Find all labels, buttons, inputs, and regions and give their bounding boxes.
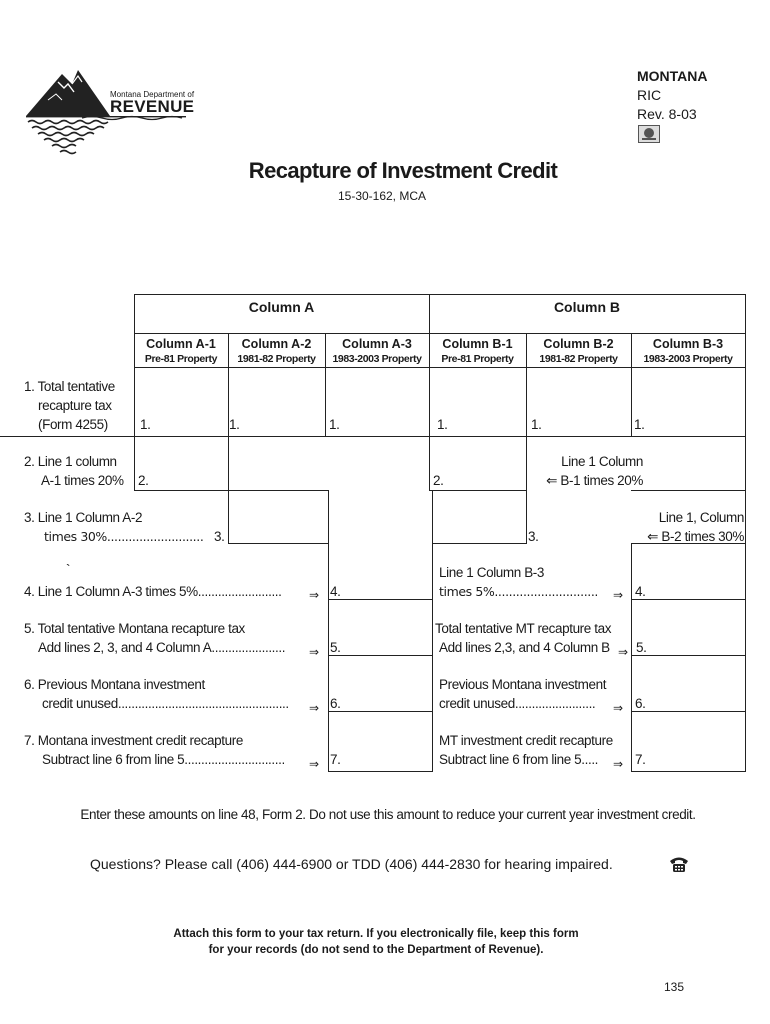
- line1-label: 1. Total tentative recapture tax (Form 4255): [24, 379, 115, 432]
- page-title: Recapture of Investment Credit: [248, 158, 558, 183]
- line5-b-field[interactable]: 5.: [636, 640, 647, 655]
- logo-name: REVENUE: [110, 97, 195, 116]
- line4-b-field[interactable]: 4.: [635, 584, 646, 599]
- line1-a3-field[interactable]: 1.: [329, 417, 340, 432]
- attach-instructions: Attach this form to your tax return. If you electronically file, keep this form for your records (do not send to the Department of Revenue).: [173, 928, 579, 956]
- line4-a-field[interactable]: 4.: [330, 584, 341, 599]
- line3-a-field[interactable]: 3.: [214, 529, 225, 544]
- line7-a-field[interactable]: 7.: [330, 752, 341, 767]
- line1-b3-field[interactable]: 1.: [634, 417, 645, 432]
- state-label: MONTANA: [637, 68, 708, 84]
- logo-dept-line: Montana Department of: [110, 90, 195, 99]
- line2-label: 2. Line 1 column A-1 times 20%: [24, 454, 124, 488]
- subcolumn-a2: Column A-2 1981-82 Property: [237, 337, 316, 365]
- questions-line: Questions? Please call (406) 444-6900 or TDD (406) 444-2830 for hearing impaired.: [90, 856, 613, 872]
- arrow-left-icon: ⇐: [647, 529, 659, 544]
- form-code: RIC: [637, 87, 662, 103]
- line4-b-label: Line 1 Column B-3 times 5%.............................: [439, 565, 598, 599]
- subcolumn-a1: Column A-1 Pre-81 Property: [144, 337, 218, 365]
- subcolumn-b2: Column B-2 1981-82 Property: [539, 337, 618, 365]
- revision-date: Rev. 8-03: [637, 106, 697, 122]
- line2-b-label: Line 1 Column ⇐ B-1 times 20%: [546, 454, 643, 488]
- telephone-icon: [668, 855, 690, 873]
- line1-b2-field[interactable]: 1.: [531, 417, 542, 432]
- statute-citation: 15-30-162, MCA: [337, 189, 427, 203]
- line1-b1-field[interactable]: 1.: [437, 417, 448, 432]
- line1-a1-field[interactable]: 1.: [140, 417, 151, 432]
- line3-label: 3. Line 1 Column A-2 times 30%...........................: [24, 510, 204, 544]
- line7-b-field[interactable]: 7.: [635, 752, 646, 767]
- arrow-right-icon: ⇒: [309, 588, 320, 602]
- line7-label: 7. Montana investment credit recapture Subtract line 6 from line 5..............................: [24, 733, 285, 767]
- arrow-right-icon: ⇒: [309, 757, 320, 771]
- subcolumn-a3: Column A-3 1983-2003 Property: [332, 337, 422, 365]
- column-b-header: Column B: [553, 299, 621, 315]
- line6-b-label: Previous Montana investment credit unused........................: [439, 677, 607, 711]
- line5-b-label: Total tentative MT recapture tax Add lines 2,3, and 4 Column B: [435, 621, 612, 655]
- line3-b-field[interactable]: 3.: [528, 529, 539, 544]
- arrow-right-icon: ⇒: [613, 701, 624, 715]
- page-number: 135: [664, 980, 685, 994]
- line4-label: 4. Line 1 Column A-3 times 5%.........................: [24, 584, 282, 599]
- revenue-logo: [22, 66, 202, 158]
- line6-b-field[interactable]: 6.: [635, 696, 646, 711]
- arrow-right-icon: ⇒: [309, 645, 320, 659]
- line2-b-field[interactable]: 2.: [433, 473, 444, 488]
- arrow-right-icon: ⇒: [618, 645, 629, 659]
- enter-instructions: Enter these amounts on line 48, Form 2. Do not use this amount to reduce your current year investment credit.: [80, 807, 696, 822]
- line2-a-field[interactable]: 2.: [138, 473, 149, 488]
- subcolumn-b3: Column B-3 1983-2003 Property: [643, 337, 733, 365]
- arrow-right-icon: ⇒: [309, 701, 320, 715]
- arrow-left-icon: ⇐: [546, 473, 558, 488]
- column-a-header: Column A: [248, 299, 315, 315]
- line5-label: 5. Total tentative Montana recapture tax Add lines 2, 3, and 4 Column A......................: [24, 621, 286, 655]
- line6-a-field[interactable]: 6.: [330, 696, 341, 711]
- subcolumn-b1: Column B-1 Pre-81 Property: [441, 337, 514, 365]
- line3-b-label: Line 1, Column ⇐ B-2 times 30%: [647, 510, 744, 544]
- arrow-right-icon: ⇒: [613, 757, 624, 771]
- recycle-icon: [638, 125, 660, 143]
- stray-mark: `: [66, 562, 71, 577]
- line5-a-field[interactable]: 5.: [330, 640, 341, 655]
- arrow-right-icon: ⇒: [613, 588, 624, 602]
- line1-a2-field[interactable]: 1.: [229, 417, 240, 432]
- line7-b-label: MT investment credit recapture Subtract line 6 from line 5.....: [439, 733, 613, 767]
- line6-label: 6. Previous Montana investment credit unused...................................................: [24, 677, 289, 711]
